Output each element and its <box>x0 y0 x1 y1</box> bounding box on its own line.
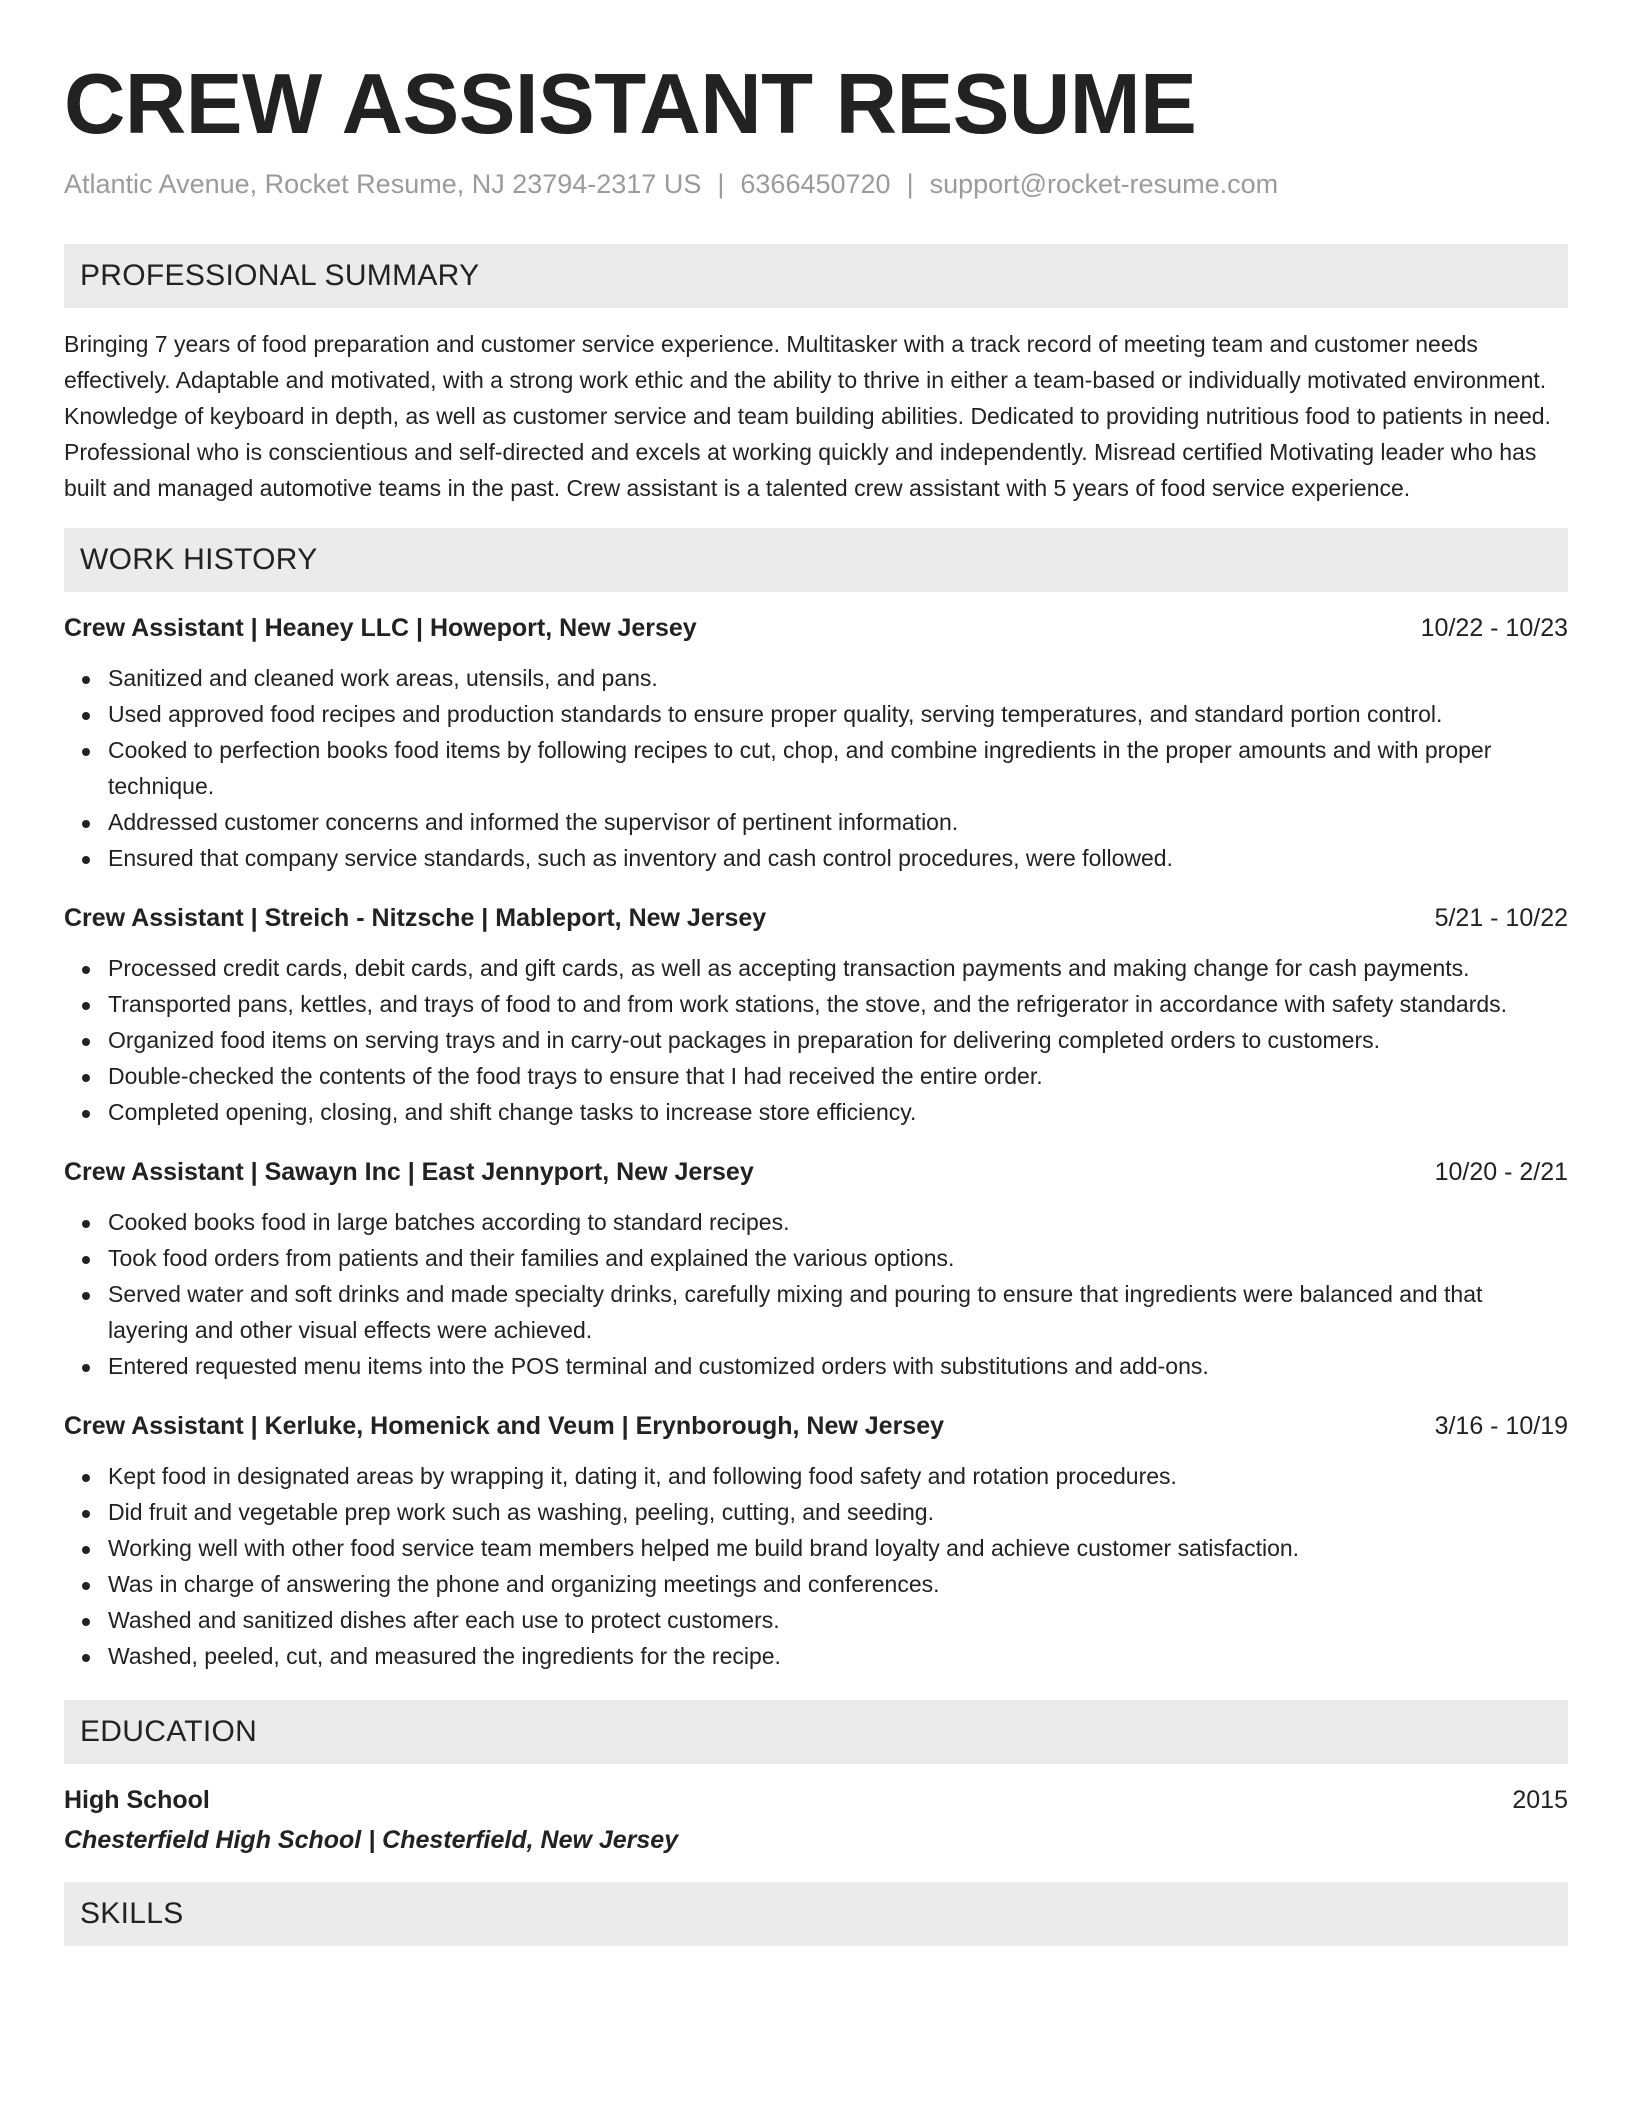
contact-separator: | <box>906 169 914 199</box>
list-item <box>64 1240 1568 1276</box>
contact-line <box>64 166 1568 202</box>
section-title: WORK HISTORY <box>80 543 318 576</box>
list-item <box>64 840 1568 876</box>
job-header <box>64 1408 1568 1444</box>
bullet-text: Transported pans, kettles, and trays of food to and from work stations, the stove, and the refrigerator in accordance with safety standards. <box>108 991 1508 1017</box>
list-item <box>64 1458 1568 1494</box>
list-item <box>64 1602 1568 1638</box>
bullet-icon <box>82 1292 90 1300</box>
bullet-icon <box>82 1074 90 1082</box>
bullet-text: Working well with other food service team members helped me build brand loyalty and achieve customer satisfaction. <box>108 1535 1300 1561</box>
summary-text: Bringing 7 years of food preparation and customer service experience. Multitasker with a track record of meeting team and customer needs effectively. Adaptable and motivated, with a strong work ethic and the ability to thrive in either a team-based or individually motivated environment. Knowledge of keyboard in depth, as well as customer service and team building abilities. Dedicated to providing nutritious food to patients in need. Professional who is conscientious and self-directed and excels at working quickly and independently. Misread certified Motivating leader who has built and managed automotive teams in the past. Crew assistant is a talented crew assistant with 5 years of food service experience. <box>64 331 1551 501</box>
bullet-icon <box>82 1256 90 1264</box>
bullet-icon <box>82 1510 90 1518</box>
education-year: 2015 <box>1512 1786 1568 1814</box>
education-entry <box>64 1782 1568 1858</box>
section-title: EDUCATION <box>80 1715 258 1748</box>
job-dates: 3/16 - 10/19 <box>1434 1412 1568 1440</box>
contact-separator: | <box>717 169 725 199</box>
list-item <box>64 986 1568 1022</box>
job-entry <box>64 610 1568 876</box>
job-header <box>64 1154 1568 1190</box>
bullet-text: Completed opening, closing, and shift change tasks to increase store efficiency. <box>108 1099 917 1125</box>
bullet-icon <box>82 820 90 828</box>
bullet-text: Entered requested menu items into the POS terminal and customized orders with substitutions and add-ons. <box>108 1353 1209 1379</box>
job-entry <box>64 1408 1568 1674</box>
section-title: SKILLS <box>80 1897 184 1930</box>
list-item <box>64 950 1568 986</box>
job-title: Crew Assistant | Kerluke, Homenick and Veum | Erynborough, New Jersey <box>64 1412 945 1440</box>
list-item <box>64 1022 1568 1058</box>
list-item <box>64 804 1568 840</box>
job-entry <box>64 900 1568 1130</box>
work-history-list <box>64 610 1568 1674</box>
bullet-icon <box>82 1002 90 1010</box>
section-header-summary <box>64 244 1568 308</box>
job-dates: 10/20 - 2/21 <box>1434 1158 1568 1186</box>
resume-title: CREW ASSISTANT RESUME <box>64 57 1197 152</box>
job-entry <box>64 1154 1568 1384</box>
bullet-icon <box>82 1364 90 1372</box>
bullet-icon <box>82 1618 90 1626</box>
job-title: Crew Assistant | Heaney LLC | Howeport, New Jersey <box>64 614 697 642</box>
bullet-text: Washed, peeled, cut, and measured the ingredients for the recipe. <box>108 1643 781 1669</box>
list-item <box>64 1204 1568 1240</box>
bullet-text: Washed and sanitized dishes after each use to protect customers. <box>108 1607 780 1633</box>
job-bullet-list <box>64 1204 1568 1384</box>
bullet-text: Organized food items on serving trays and in carry-out packages in preparation for delivering completed orders to customers. <box>108 1027 1381 1053</box>
bullet-icon <box>82 1474 90 1482</box>
list-item <box>64 732 1568 804</box>
bullet-icon <box>82 1582 90 1590</box>
list-item <box>64 1058 1568 1094</box>
list-item <box>64 1530 1568 1566</box>
bullet-text: Sanitized and cleaned work areas, utensils, and pans. <box>108 665 658 691</box>
contact-email: support@rocket-resume.com <box>929 169 1279 199</box>
list-item <box>64 1566 1568 1602</box>
education-school: Chesterfield High School | Chesterfield, New Jersey <box>64 1826 679 1854</box>
contact-address: Atlantic Avenue, Rocket Resume, NJ 23794-2317 US <box>64 169 702 199</box>
list-item <box>64 1494 1568 1530</box>
bullet-text: Was in charge of answering the phone and organizing meetings and conferences. <box>108 1571 940 1597</box>
bullet-text: Kept food in designated areas by wrapping it, dating it, and following food safety and rotation procedures. <box>108 1463 1177 1489</box>
bullet-icon <box>82 1546 90 1554</box>
section-header-skills <box>64 1882 1568 1946</box>
bullet-icon <box>82 856 90 864</box>
bullet-icon <box>82 748 90 756</box>
bullet-text: Double-checked the contents of the food trays to ensure that I had received the entire order. <box>108 1063 1043 1089</box>
section-header-education <box>64 1700 1568 1764</box>
bullet-text: Processed credit cards, debit cards, and gift cards, as well as accepting transaction payments and making change for cash payments. <box>108 955 1470 981</box>
bullet-text: Ensured that company service standards, such as inventory and cash control procedures, were followed. <box>108 845 1173 871</box>
bullet-icon <box>82 1038 90 1046</box>
bullet-icon <box>82 966 90 974</box>
education-degree: High School <box>64 1786 210 1814</box>
bullet-text: Cooked books food in large batches according to standard recipes. <box>108 1209 790 1235</box>
bullet-icon <box>82 712 90 720</box>
job-dates: 5/21 - 10/22 <box>1434 904 1568 932</box>
list-item <box>64 696 1568 732</box>
list-item <box>64 1348 1568 1384</box>
job-header <box>64 610 1568 646</box>
bullet-text: Took food orders from patients and their families and explained the various options. <box>108 1245 955 1271</box>
bullet-text: Served water and soft drinks and made specialty drinks, carefully mixing and pouring to ensure that ingredients were balanced and that layering and other visual effects were achieved. <box>108 1281 1483 1343</box>
bullet-icon <box>82 1110 90 1118</box>
job-bullet-list <box>64 950 1568 1130</box>
bullet-icon <box>82 1220 90 1228</box>
job-title: Crew Assistant | Sawayn Inc | East Jennyport, New Jersey <box>64 1158 754 1186</box>
job-bullet-list <box>64 660 1568 876</box>
bullet-text: Cooked to perfection books food items by following recipes to cut, chop, and combine ingredients in the proper amounts and with proper technique. <box>108 737 1492 799</box>
job-title: Crew Assistant | Streich - Nitzsche | Mableport, New Jersey <box>64 904 767 932</box>
bullet-text: Addressed customer concerns and informed the supervisor of pertinent information. <box>108 809 959 835</box>
section-title: PROFESSIONAL SUMMARY <box>80 259 480 292</box>
list-item <box>64 1094 1568 1130</box>
section-header-work-history <box>64 528 1568 592</box>
job-bullet-list <box>64 1458 1568 1674</box>
bullet-icon <box>82 1654 90 1662</box>
list-item <box>64 660 1568 696</box>
list-item <box>64 1638 1568 1674</box>
bullet-icon <box>82 676 90 684</box>
list-item <box>64 1276 1568 1348</box>
job-dates: 10/22 - 10/23 <box>1420 614 1568 642</box>
contact-phone: 6366450720 <box>740 169 891 199</box>
bullet-text: Used approved food recipes and production standards to ensure proper quality, serving temperatures, and standard portion control. <box>108 701 1443 727</box>
job-header <box>64 900 1568 936</box>
bullet-text: Did fruit and vegetable prep work such as washing, peeling, cutting, and seeding. <box>108 1499 934 1525</box>
